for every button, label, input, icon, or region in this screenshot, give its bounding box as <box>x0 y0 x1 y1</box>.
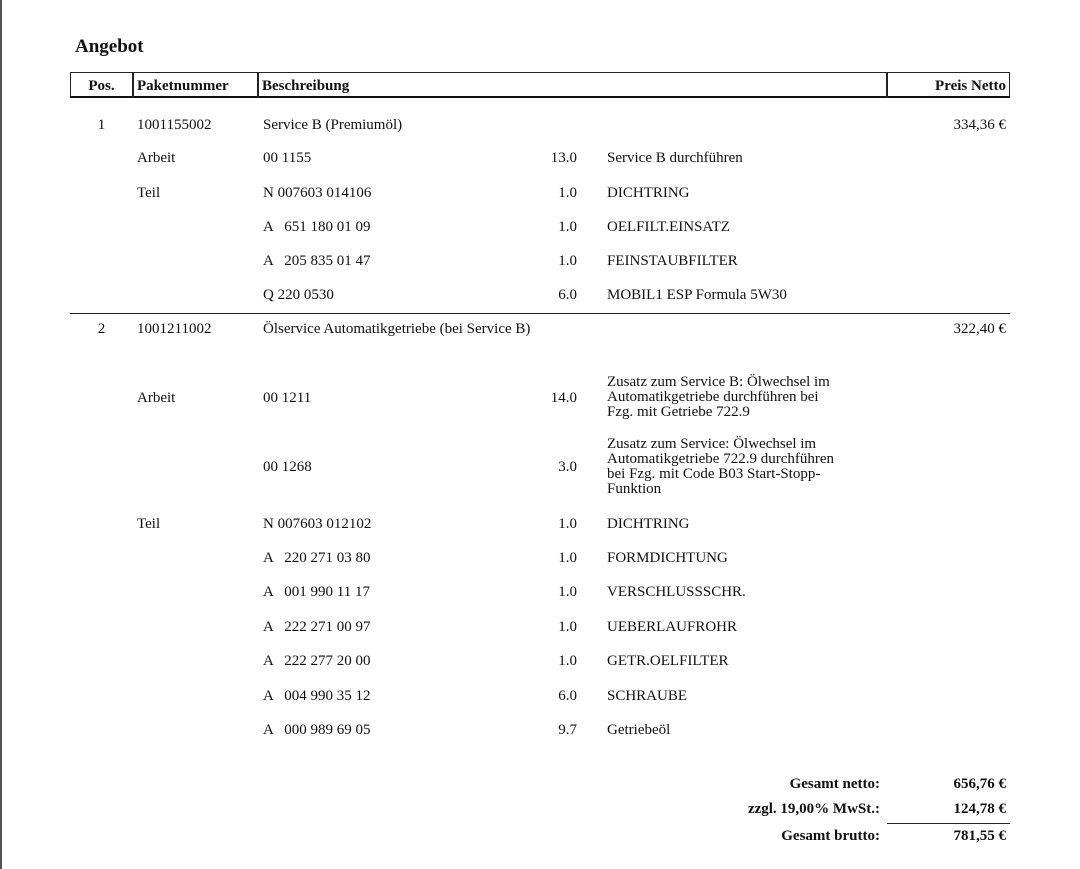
line-quantity: 1.0 <box>558 516 577 532</box>
line-description-block <box>607 437 834 497</box>
line-article-number: N 007603 014106 <box>263 185 372 201</box>
total-value: 781,55 € <box>953 828 1006 844</box>
line-article-number: A 651 180 01 09 <box>263 219 371 235</box>
line-quantity: 6.0 <box>558 688 577 704</box>
item-description: Ölservice Automatikgetriebe (bei Service B) <box>263 321 531 337</box>
line-article-number: A 220 271 03 80 <box>263 550 371 566</box>
line-type: Teil <box>137 185 161 201</box>
line-description: DICHTRING <box>607 516 690 532</box>
item-description: Service B (Premiumöl) <box>263 117 403 133</box>
line-article-number: A 004 990 35 12 <box>263 688 371 704</box>
line-description: Zusatz zum Service: Ölwechsel im <box>607 436 817 452</box>
line-description: Zusatz zum Service B: Ölwechsel im <box>607 374 830 390</box>
line-description: MOBIL1 ESP Formula 5W30 <box>607 287 787 303</box>
line-article-number: Q 220 0530 <box>263 287 334 303</box>
total-underline <box>887 823 1010 824</box>
line-description: Automatikgetriebe 722.9 durchführen <box>607 451 835 467</box>
line-description-block <box>607 375 830 420</box>
line-description-block <box>607 185 690 202</box>
line-description: FEINSTAUBFILTER <box>607 253 738 269</box>
line-type: Arbeit <box>137 150 176 166</box>
line-quantity: 1.0 <box>558 584 577 600</box>
line-description: Fzg. mit Getriebe 722.9 <box>607 404 750 420</box>
line-description: FORMDICHTUNG <box>607 550 728 566</box>
total-label: Gesamt brutto: <box>781 828 880 844</box>
total-label: Gesamt netto: <box>789 776 880 792</box>
line-description-block <box>607 584 746 601</box>
line-description-block <box>607 688 687 705</box>
line-description: UEBERLAUFROHR <box>607 619 738 635</box>
line-article-number: A 001 990 11 17 <box>263 584 370 600</box>
item-package-number: 1001155002 <box>137 117 212 133</box>
line-article-number: N 007603 012102 <box>263 516 372 532</box>
line-type: Teil <box>137 516 161 532</box>
item-price: 334,36 € <box>953 117 1006 133</box>
line-description-block <box>607 287 787 304</box>
document-title: Angebot <box>75 36 144 57</box>
line-description: GETR.OELFILTER <box>607 653 729 669</box>
line-description: OELFILT.EINSATZ <box>607 219 730 235</box>
line-article-number: 00 1155 <box>263 150 312 166</box>
line-description: Getriebeöl <box>607 722 671 738</box>
line-quantity: 1.0 <box>558 185 577 201</box>
total-value: 124,78 € <box>953 801 1006 817</box>
line-quantity: 1.0 <box>558 550 577 566</box>
line-description-block <box>607 516 690 533</box>
item-price: 322,40 € <box>953 321 1006 337</box>
line-quantity: 3.0 <box>558 459 577 475</box>
line-description: DICHTRING <box>607 185 690 201</box>
line-article-number: A 222 271 00 97 <box>263 619 371 635</box>
line-quantity: 1.0 <box>558 653 577 669</box>
line-description-block <box>607 550 728 567</box>
line-description-block <box>607 722 670 739</box>
line-type: Arbeit <box>137 389 176 406</box>
line-description: VERSCHLUSSSCHR. <box>607 584 746 600</box>
line-description: Automatikgetriebe durchführen bei <box>607 389 819 405</box>
page-border <box>0 0 2 869</box>
item-package-number: 1001211002 <box>137 321 212 337</box>
line-quantity: 6.0 <box>558 287 577 303</box>
total-label: zzgl. 19,00% MwSt.: <box>747 801 880 817</box>
line-description-block <box>607 653 729 670</box>
line-description-block <box>607 253 738 270</box>
line-quantity: 1.0 <box>558 619 577 635</box>
line-article-number: 00 1211 <box>263 389 312 406</box>
line-quantity: 1.0 <box>558 219 577 235</box>
line-article-number: 00 1268 <box>263 459 312 475</box>
line-article-number: A 000 989 69 05 <box>263 722 371 738</box>
line-article-number: A 205 835 01 47 <box>263 253 371 269</box>
line-description: bei Fzg. mit Code B03 Start-Stopp- <box>607 466 821 482</box>
item-separator <box>70 313 1010 314</box>
line-description: SCHRAUBE <box>607 688 688 704</box>
line-article-number: A 222 277 20 00 <box>263 653 371 669</box>
item-position: 1 <box>97 117 106 133</box>
line-description: Funktion <box>607 481 662 497</box>
line-description-block <box>607 150 743 167</box>
line-description: Service B durchführen <box>607 150 743 166</box>
header-preis-netto: Preis Netto <box>887 72 1010 98</box>
item-position: 2 <box>97 321 106 337</box>
line-quantity: 14.0 <box>550 389 577 406</box>
line-description-block <box>607 619 737 636</box>
header-beschreibung: Beschreibung <box>258 72 887 98</box>
line-quantity: 1.0 <box>558 253 577 269</box>
header-paketnummer: Paketnummer <box>133 72 258 98</box>
total-value: 656,76 € <box>953 776 1006 792</box>
line-quantity: 9.7 <box>558 722 577 738</box>
line-description-block <box>607 219 730 236</box>
header-pos: Pos. <box>70 72 133 98</box>
line-quantity: 13.0 <box>550 150 577 166</box>
